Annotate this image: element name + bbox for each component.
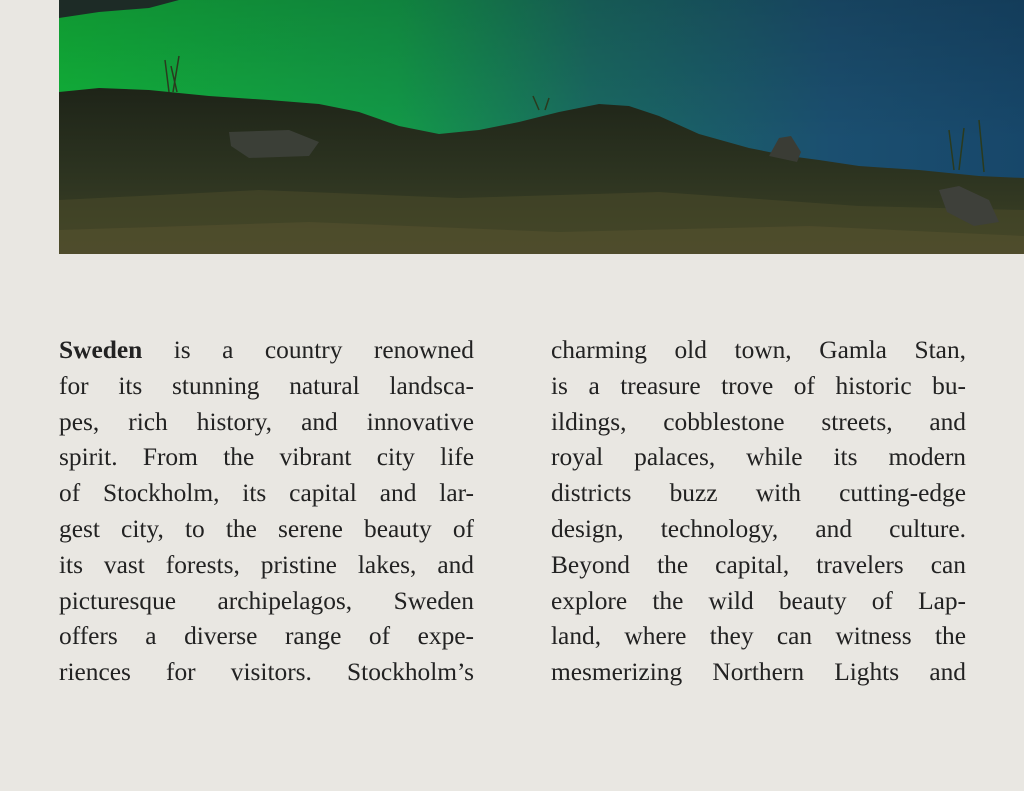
text-line: spirit. From the vibrant city life — [59, 443, 474, 472]
text-line: design, technology, and culture. — [551, 514, 966, 543]
text-line: is a treasure trove of historic bu- — [551, 371, 966, 400]
text-line: pes, rich history, and innovative — [59, 407, 474, 436]
text-line: royal palaces, while its modern — [551, 443, 966, 472]
hero-photo-northern-lights-coast — [59, 0, 1024, 254]
lead-word: Sweden — [59, 336, 143, 364]
text-line: charming old town, Gamla Stan, — [551, 336, 966, 364]
text-line: land, where they can witness the — [551, 622, 966, 651]
text-line: picturesque archipelagos, Sweden — [59, 586, 474, 615]
text-line: districts buzz with cutting-edge — [551, 479, 966, 508]
text-line: its vast forests, pristine lakes, and — [59, 550, 474, 579]
text-line: of Stockholm, its capital and lar- — [59, 479, 474, 508]
text-line: mesmerizing Northern Lights and — [551, 658, 966, 687]
text-line: riences for visitors. Stockholm’s — [59, 658, 474, 687]
text-column-right — [551, 333, 966, 691]
text-line: ildings, cobblestone streets, and — [551, 407, 966, 436]
text-line: offers a diverse range of expe- — [59, 622, 474, 651]
text-line: Beyond the capital, travelers can — [551, 550, 966, 579]
first-line-rest: is a country renowned — [142, 336, 474, 364]
hero-photo — [59, 0, 1024, 254]
text-line: for its stunning natural landsca- — [59, 371, 474, 400]
text-line — [59, 333, 474, 369]
text-line: explore the wild beauty of Lap- — [551, 586, 966, 615]
text-line: gest city, to the serene beauty of — [59, 514, 474, 543]
text-column-left — [59, 333, 474, 691]
article-body — [59, 333, 966, 693]
